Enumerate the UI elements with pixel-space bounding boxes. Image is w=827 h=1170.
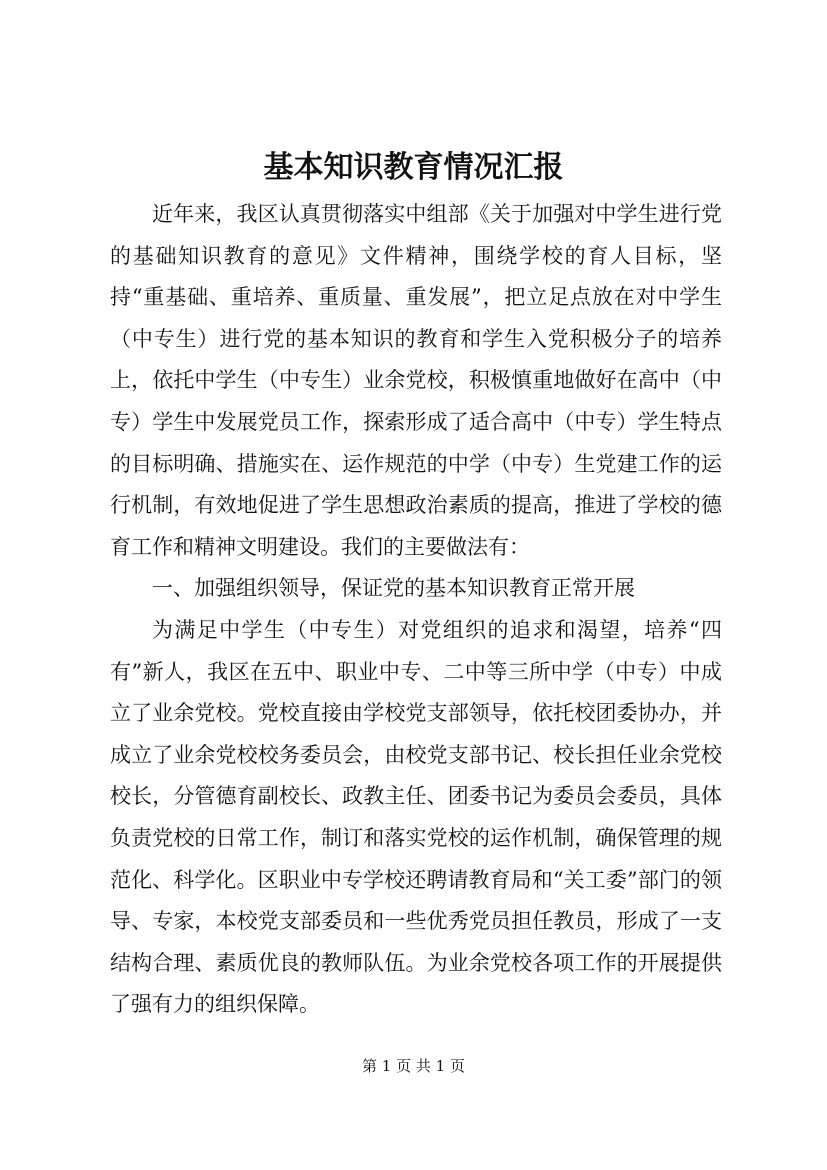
section-heading-1: 一、加强组织领导，保证党的基本知识教育正常开展 (152, 576, 635, 601)
document-title: 基本知识教育情况汇报 (263, 150, 564, 185)
paragraph-section-1: 为满足中学生（中专生）对党组织的追求和渴望，培养“四有”新人，我区在五中、职业中专、二中等三所中学（中专）中成立了业余党校。党校直接由学校党支部领导，依托校团委协办，并成立了业余党校校务委员会，由校党支部书记、校长担任业余党校校长，分管德育副校长、政教主任、团委书记为委员会委员，具体负责党校的日常工作，制订和落实党校的运作机制，确保管理的规范化、科学化。区职业中专学校还聘请教育局和“关工委”部门的领导、专家，本校党支部委员和一些优秀党员担任教员，形成了一支结构合理、素质优良的教师队伍。为业余党校各项工作的开展提供了强有力的组织保障。 (110, 617, 722, 1017)
page-number-footer: 第 1 页 共 1 页 (362, 1057, 465, 1075)
paragraph-intro: 近年来，我区认真贯彻落实中组部《关于加强对中学生进行党的基础知识教育的意见》文件精神，围绕学校的育人目标，坚持“重基础、重培养、重质量、重发展”，把立足点放在对中学生（中专生）进行党的基本知识的教育和学生入党积极分子的培养上，依托中学生（中专生）业余党校，积极慎重地做好在高中（中专）学生中发展党员工作，探索形成了适合高中（中专）学生特点的目标明确、措施实在、运作规范的中学（中专）生党建工作的运行机制，有效地促进了学生思想政治素质的提高，推进了学校的德育工作和精神文明建设。我们的主要做法有： (110, 202, 722, 559)
document-body (110, 194, 722, 1026)
